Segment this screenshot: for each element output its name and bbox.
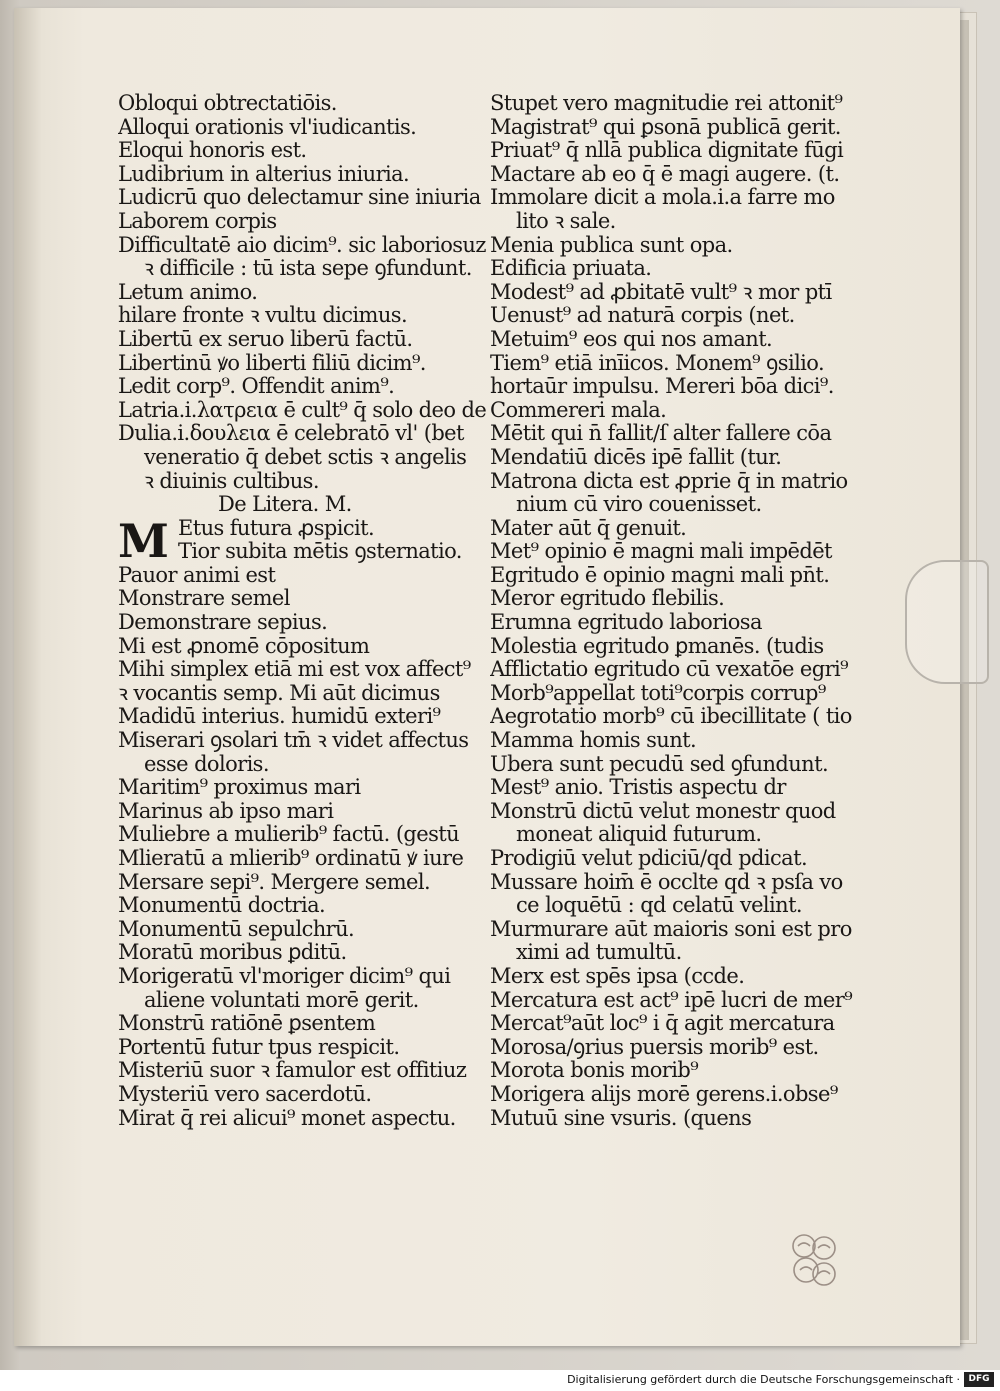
text-line: Menia publica sunt opa. bbox=[490, 233, 733, 257]
text-line: ximi ad tumultū. bbox=[516, 941, 682, 965]
text-line: Miserari ꝯsolari tm̄ ꝛ videt affectus bbox=[118, 729, 469, 753]
text-line: Mirat q̄ rei alicui⁹ monet aspectu. bbox=[118, 1106, 456, 1130]
text-line: Difficultatē aio dicim⁹. sic laboriosuz bbox=[118, 233, 486, 257]
text-line: Mi est ꝓnomē cōpositum bbox=[118, 634, 370, 658]
text-line: Mendatiū dicēs ipē fallit (tur. bbox=[490, 445, 782, 469]
text-line: Demonstrare sepius. bbox=[118, 611, 328, 635]
text-line: Monumentū doctria. bbox=[118, 894, 326, 918]
text-line: Metuim⁹ eos qui nos amant. bbox=[490, 327, 773, 351]
text-line: Mlieratū a mlierib⁹ ordinatū ꝟ iure bbox=[118, 847, 464, 870]
text-line: Uenust⁹ ad naturā corpis (net. bbox=[490, 304, 795, 328]
text-line: Met⁹ opinio ē magni mali impēdēt bbox=[490, 540, 832, 564]
text-line: Mētit qui n̄ fallit/ſ alter fallere cōa bbox=[490, 422, 832, 446]
footer-bar bbox=[0, 1370, 1000, 1391]
text-line: Mutuū sine vsuris. (quens bbox=[490, 1106, 752, 1130]
text-line: Morosa/ꝯrius puersis morib⁹ est. bbox=[490, 1035, 819, 1059]
text-line: Murmurare aūt maioris soni est pro bbox=[490, 917, 852, 941]
right-column bbox=[490, 92, 860, 1130]
text-line: Ledit corp⁹. Offendit anim⁹. bbox=[118, 375, 395, 399]
text-line: ce loquētū : qd̄ celatū velint. bbox=[516, 894, 802, 918]
text-line: Monstrū dictū velut monestr quod bbox=[490, 799, 836, 823]
text-line: Marinus ab ipso mari bbox=[118, 799, 334, 823]
text-line: Moratū moribus ꝑditū. bbox=[118, 941, 347, 965]
text-line: Mercatura est act⁹ ipē lucri de mer⁹ bbox=[490, 988, 853, 1012]
text-line: Etus futura ꝓspicit. bbox=[178, 516, 375, 540]
text-line: Letum animo. bbox=[118, 280, 258, 304]
text-line: Muliebre a mulierib⁹ factū. (gestū bbox=[118, 823, 460, 847]
text-line: Mussare hoim̄ ē occlte qd̄ ꝛ psſa vo bbox=[490, 870, 843, 894]
text-line: Mest⁹ anio. Tristis aspectu dr bbox=[490, 776, 786, 800]
text-line: Stupet vero magnitudie rei attonit⁹ bbox=[490, 92, 843, 115]
text-line: ꝛ difficile : tū ista sepe ꝯfundunt. bbox=[144, 257, 472, 281]
text-line: Meror egritudo flebilis. bbox=[490, 587, 725, 611]
text-line: Commereri mala. bbox=[490, 398, 667, 422]
dfg-logo: DFG bbox=[964, 1372, 994, 1387]
text-line: esse doloris. bbox=[144, 752, 269, 776]
text-line: Ubera sunt pecudū sed ꝯfundunt. bbox=[490, 752, 829, 776]
left-column bbox=[118, 92, 488, 1130]
text-line: aliene voluntati morē gerit. bbox=[144, 988, 419, 1012]
text-line: Maritim⁹ proximus mari bbox=[118, 776, 361, 800]
text-line: Afflictatio egritudo cū vexatōe egri⁹ bbox=[490, 658, 848, 682]
text-line: Portentū futur tpus respicit. bbox=[118, 1035, 400, 1059]
text-line: Modest⁹ ad ꝓbitatē vult⁹ ꝛ mor ptī bbox=[490, 280, 832, 304]
text-line: Tior subita mētis ꝯsternatio. bbox=[178, 540, 462, 564]
text-line: Magistrat⁹ qui ꝑsonā publicā gerit. bbox=[490, 115, 841, 139]
text-line: Laborem corpis bbox=[118, 209, 277, 233]
text-line: Molestia egritudo ꝑmanēs. (tudis bbox=[490, 634, 824, 658]
drop-cap-initial: M bbox=[118, 513, 169, 568]
text-line: Monumentū sepulchrū. bbox=[118, 917, 355, 941]
text-line: Misteriū suor ꝛ famulor est offitiuz bbox=[118, 1059, 467, 1083]
text-line: Mater aūt q̄ genuit. bbox=[490, 516, 687, 540]
text-line: Matrona dicta est ꝓprie q̄ in matrio bbox=[490, 469, 848, 493]
text-line: ꝛ vocantis semp. Mi aūt dicimus bbox=[118, 681, 440, 705]
text-line: Mactare ab eo q̄ ē magi augere. (t. bbox=[490, 162, 840, 186]
text-line: Prodigiū velut pdiciū/qd̄ pdicat. bbox=[490, 847, 808, 870]
page-clip bbox=[905, 560, 989, 684]
text-line: Alloqui orationis vl'iudicantis. bbox=[118, 115, 417, 139]
text-line: Merx est spēs ipsa (ccde. bbox=[490, 964, 745, 988]
text-line: Libertū ex seruo liberū factū. bbox=[118, 327, 413, 351]
library-stamp-icon bbox=[786, 1228, 842, 1296]
text-line: ꝛ diuinis cultibus. bbox=[144, 469, 319, 493]
text-line: Mysteriū vero sacerdotū. bbox=[118, 1082, 372, 1106]
text-line: Ludicrū quo delectamur sine iniuria bbox=[118, 186, 481, 210]
text-line: Mamma homis sunt. bbox=[490, 729, 697, 753]
text-line: veneratio q̄ debet sctis ꝛ angelis bbox=[144, 445, 467, 469]
text-line: Eloqui honoris est. bbox=[118, 139, 307, 163]
text-line: Erumna egritudo laboriosa bbox=[490, 611, 762, 635]
text-line: Libertinū ꝟo liberti filiū dicim⁹. bbox=[118, 351, 426, 375]
text-line: Aegrotatio morb⁹ cū ibecillitate ( tio bbox=[490, 705, 852, 729]
text-line: Tiem⁹ etiā inīicos. Monem⁹ ꝯsilio. bbox=[490, 351, 825, 375]
text-line: Morigera alijs morē gerens.i.obse⁹ bbox=[490, 1082, 838, 1106]
text-line: Priuat⁹ q̄ nllā publica dignitate fūgi bbox=[490, 139, 844, 163]
section-heading: De Litera. M. bbox=[218, 493, 352, 517]
text-line: lito ꝛ sale. bbox=[516, 209, 616, 233]
text-line: Pauor animi est bbox=[118, 563, 276, 587]
text-line: Mihi simplex etiā mi est vox affect⁹ bbox=[118, 658, 471, 682]
text-line: Morb⁹appellat toti⁹corpis corrup⁹ bbox=[490, 681, 826, 705]
text-line: Ludibrium in alterius iniuria. bbox=[118, 162, 410, 186]
text-line: Madidū interius. humidū exteri⁹ bbox=[118, 705, 441, 729]
text-line: moneat aliquid futurum. bbox=[516, 823, 762, 847]
initial-block bbox=[118, 513, 488, 568]
text-line: Mercat⁹aūt loc⁹ i q̄ agit mercatura bbox=[490, 1012, 835, 1036]
text-line: Dulia.i.δουλεια ē celebratō vl' (bet bbox=[118, 422, 464, 446]
text-line: Egritudo ē opinio magni mali pn̄t. bbox=[490, 563, 830, 587]
text-line: hilare fronte ꝛ vultu dicimus. bbox=[118, 304, 408, 328]
text-line: Morota bonis morib⁹ bbox=[490, 1059, 699, 1083]
text-line: Monstrare semel bbox=[118, 587, 290, 611]
text-line: Immolare dicit a mola.i.a farre mo bbox=[490, 186, 835, 210]
text-line: Latria.i.λατρεια ē cult⁹ q̄ solo deo de bbox=[118, 398, 487, 422]
text-line: Obloqui obtrectatiōis. bbox=[118, 92, 337, 115]
text-line: hortaūr impulsu. Mereri bōa dici⁹. bbox=[490, 375, 834, 399]
text-line: Morigeratū vl'moriger dicim⁹ qui bbox=[118, 964, 451, 988]
text-line: Monstrū ratiōnē ꝑsentem bbox=[118, 1012, 376, 1036]
funding-notice: Digitalisierung gefördert durch die Deutsche Forschungsgemeinschaft · bbox=[567, 1373, 960, 1386]
text-line: nium cū viro couenisset. bbox=[516, 493, 762, 517]
text-line: Edificia priuata. bbox=[490, 257, 652, 281]
text-line: Mersare sepi⁹. Mergere semel. bbox=[118, 870, 431, 894]
